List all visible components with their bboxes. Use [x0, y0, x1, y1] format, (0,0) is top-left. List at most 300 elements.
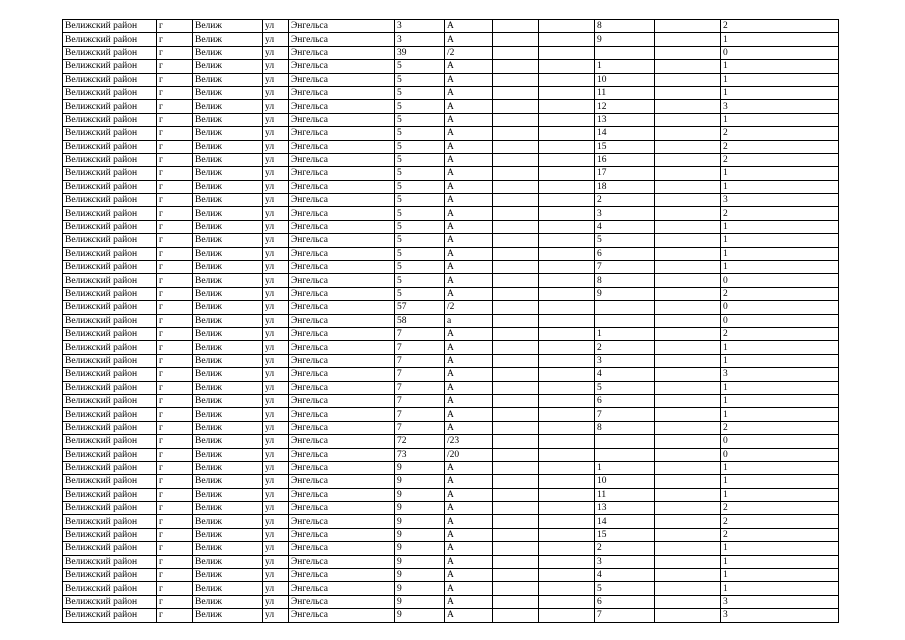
- cell-street-type: ул: [263, 569, 289, 582]
- cell-apartment: 8: [595, 274, 655, 287]
- cell-building: /2: [445, 46, 493, 59]
- cell-street: Энгельса: [289, 381, 395, 394]
- cell-settlement: Велиж: [193, 60, 263, 73]
- cell-district: Велижский район: [63, 60, 157, 73]
- cell-settlement-type: г: [157, 488, 193, 501]
- cell-building: А: [445, 421, 493, 434]
- cell-building: А: [445, 234, 493, 247]
- cell-settlement: Велиж: [193, 153, 263, 166]
- cell-apartment: 5: [595, 234, 655, 247]
- cell-building: А: [445, 33, 493, 46]
- cell-col-h: [493, 301, 539, 314]
- cell-col-k: [655, 60, 721, 73]
- cell-street: Энгельса: [289, 408, 395, 421]
- cell-col-k: [655, 234, 721, 247]
- table-row: [63, 408, 839, 421]
- cell-street-type: ул: [263, 220, 289, 233]
- cell-street-type: ул: [263, 194, 289, 207]
- cell-count: 1: [721, 167, 839, 180]
- cell-apartment: 7: [595, 408, 655, 421]
- cell-street-type: ул: [263, 515, 289, 528]
- cell-col-k: [655, 287, 721, 300]
- cell-street-type: ул: [263, 140, 289, 153]
- cell-col-i: [539, 247, 595, 260]
- cell-col-h: [493, 381, 539, 394]
- cell-building: А: [445, 368, 493, 381]
- spreadsheet-page: [62, 19, 838, 623]
- cell-col-h: [493, 448, 539, 461]
- cell-col-i: [539, 274, 595, 287]
- cell-settlement: Велиж: [193, 207, 263, 220]
- cell-district: Велижский район: [63, 220, 157, 233]
- cell-col-k: [655, 341, 721, 354]
- cell-street-type: ул: [263, 421, 289, 434]
- cell-col-h: [493, 46, 539, 59]
- cell-col-i: [539, 180, 595, 193]
- table-row: [63, 60, 839, 73]
- cell-settlement: Велиж: [193, 515, 263, 528]
- cell-col-k: [655, 435, 721, 448]
- cell-house: 5: [395, 220, 445, 233]
- cell-apartment: [595, 435, 655, 448]
- cell-house: 5: [395, 167, 445, 180]
- cell-house: 9: [395, 515, 445, 528]
- cell-settlement-type: г: [157, 60, 193, 73]
- cell-settlement: Велиж: [193, 461, 263, 474]
- cell-settlement-type: г: [157, 327, 193, 340]
- cell-apartment: 3: [595, 555, 655, 568]
- cell-count: 3: [721, 609, 839, 622]
- cell-apartment: 7: [595, 609, 655, 622]
- cell-building: А: [445, 261, 493, 274]
- cell-street-type: ул: [263, 261, 289, 274]
- cell-apartment: 10: [595, 73, 655, 86]
- cell-col-i: [539, 60, 595, 73]
- table-row: [63, 261, 839, 274]
- cell-street: Энгельса: [289, 301, 395, 314]
- cell-count: 0: [721, 274, 839, 287]
- cell-settlement-type: г: [157, 301, 193, 314]
- cell-col-h: [493, 354, 539, 367]
- cell-col-i: [539, 582, 595, 595]
- cell-count: 1: [721, 381, 839, 394]
- cell-street: Энгельса: [289, 475, 395, 488]
- cell-house: 7: [395, 381, 445, 394]
- table-row: [63, 341, 839, 354]
- cell-count: 1: [721, 261, 839, 274]
- cell-col-h: [493, 314, 539, 327]
- cell-building: А: [445, 394, 493, 407]
- table-row: [63, 421, 839, 434]
- cell-settlement: Велиж: [193, 435, 263, 448]
- address-table: [62, 19, 839, 623]
- cell-count: 1: [721, 354, 839, 367]
- cell-settlement-type: г: [157, 287, 193, 300]
- cell-col-h: [493, 394, 539, 407]
- cell-col-i: [539, 461, 595, 474]
- cell-street-type: ул: [263, 153, 289, 166]
- cell-apartment: 10: [595, 475, 655, 488]
- cell-street: Энгельса: [289, 207, 395, 220]
- cell-apartment: [595, 448, 655, 461]
- cell-col-i: [539, 100, 595, 113]
- cell-settlement: Велиж: [193, 408, 263, 421]
- cell-settlement-type: г: [157, 394, 193, 407]
- cell-col-k: [655, 261, 721, 274]
- cell-col-h: [493, 488, 539, 501]
- cell-street: Энгельса: [289, 435, 395, 448]
- cell-street-type: ул: [263, 327, 289, 340]
- cell-count: 0: [721, 46, 839, 59]
- table-row: [63, 461, 839, 474]
- cell-apartment: 18: [595, 180, 655, 193]
- cell-street: Энгельса: [289, 582, 395, 595]
- cell-col-k: [655, 528, 721, 541]
- cell-district: Велижский район: [63, 261, 157, 274]
- cell-district: Велижский район: [63, 113, 157, 126]
- cell-apartment: 12: [595, 100, 655, 113]
- cell-house: 7: [395, 408, 445, 421]
- cell-building: А: [445, 127, 493, 140]
- cell-apartment: [595, 314, 655, 327]
- cell-building: А: [445, 167, 493, 180]
- cell-col-h: [493, 180, 539, 193]
- cell-col-h: [493, 569, 539, 582]
- cell-apartment: 5: [595, 381, 655, 394]
- cell-settlement-type: г: [157, 461, 193, 474]
- cell-building: А: [445, 488, 493, 501]
- table-row: [63, 220, 839, 233]
- cell-col-k: [655, 100, 721, 113]
- cell-col-h: [493, 20, 539, 33]
- cell-col-i: [539, 327, 595, 340]
- cell-building: А: [445, 86, 493, 99]
- cell-col-i: [539, 555, 595, 568]
- cell-col-h: [493, 542, 539, 555]
- table-row: [63, 569, 839, 582]
- cell-district: Велижский район: [63, 569, 157, 582]
- cell-house: 5: [395, 194, 445, 207]
- cell-building: А: [445, 113, 493, 126]
- cell-col-k: [655, 381, 721, 394]
- table-row: [63, 167, 839, 180]
- cell-street: Энгельса: [289, 153, 395, 166]
- cell-street: Энгельса: [289, 46, 395, 59]
- cell-settlement: Велиж: [193, 234, 263, 247]
- cell-house: 9: [395, 609, 445, 622]
- cell-district: Велижский район: [63, 100, 157, 113]
- cell-district: Велижский район: [63, 247, 157, 260]
- cell-count: 1: [721, 73, 839, 86]
- cell-settlement-type: г: [157, 86, 193, 99]
- cell-count: 1: [721, 569, 839, 582]
- cell-col-k: [655, 33, 721, 46]
- cell-col-i: [539, 502, 595, 515]
- cell-settlement-type: г: [157, 140, 193, 153]
- cell-settlement-type: г: [157, 448, 193, 461]
- cell-col-h: [493, 502, 539, 515]
- cell-col-i: [539, 194, 595, 207]
- cell-settlement: Велиж: [193, 46, 263, 59]
- cell-apartment: 7: [595, 261, 655, 274]
- cell-apartment: 6: [595, 595, 655, 608]
- cell-street: Энгельса: [289, 368, 395, 381]
- table-row: [63, 488, 839, 501]
- cell-col-k: [655, 502, 721, 515]
- cell-settlement: Велиж: [193, 368, 263, 381]
- cell-col-k: [655, 113, 721, 126]
- cell-street: Энгельса: [289, 73, 395, 86]
- cell-apartment: 3: [595, 354, 655, 367]
- cell-street: Энгельса: [289, 100, 395, 113]
- cell-building: А: [445, 207, 493, 220]
- cell-col-h: [493, 287, 539, 300]
- cell-settlement-type: г: [157, 20, 193, 33]
- cell-street-type: ул: [263, 247, 289, 260]
- cell-apartment: 16: [595, 153, 655, 166]
- cell-count: 2: [721, 127, 839, 140]
- cell-building: А: [445, 287, 493, 300]
- cell-district: Велижский район: [63, 301, 157, 314]
- cell-street: Энгельса: [289, 595, 395, 608]
- cell-house: 7: [395, 341, 445, 354]
- cell-count: 1: [721, 488, 839, 501]
- cell-house: 5: [395, 207, 445, 220]
- cell-col-i: [539, 301, 595, 314]
- cell-settlement: Велиж: [193, 488, 263, 501]
- cell-district: Велижский район: [63, 354, 157, 367]
- cell-street-type: ул: [263, 435, 289, 448]
- cell-street: Энгельса: [289, 394, 395, 407]
- cell-building: А: [445, 274, 493, 287]
- cell-street-type: ул: [263, 60, 289, 73]
- cell-apartment: 9: [595, 287, 655, 300]
- cell-street-type: ул: [263, 582, 289, 595]
- cell-house: 5: [395, 261, 445, 274]
- cell-house: 7: [395, 394, 445, 407]
- cell-settlement: Велиж: [193, 100, 263, 113]
- cell-col-k: [655, 394, 721, 407]
- cell-settlement-type: г: [157, 73, 193, 86]
- cell-street-type: ул: [263, 33, 289, 46]
- cell-col-h: [493, 408, 539, 421]
- cell-settlement-type: г: [157, 408, 193, 421]
- cell-col-i: [539, 528, 595, 541]
- cell-street-type: ул: [263, 609, 289, 622]
- cell-col-h: [493, 421, 539, 434]
- cell-settlement: Велиж: [193, 354, 263, 367]
- cell-settlement-type: г: [157, 274, 193, 287]
- cell-street-type: ул: [263, 234, 289, 247]
- cell-district: Велижский район: [63, 153, 157, 166]
- cell-building: А: [445, 502, 493, 515]
- cell-col-h: [493, 73, 539, 86]
- table-row: [63, 207, 839, 220]
- cell-street-type: ул: [263, 180, 289, 193]
- cell-district: Велижский район: [63, 234, 157, 247]
- cell-settlement: Велиж: [193, 140, 263, 153]
- cell-settlement: Велиж: [193, 86, 263, 99]
- cell-apartment: 4: [595, 569, 655, 582]
- table-row: [63, 113, 839, 126]
- cell-house: 5: [395, 60, 445, 73]
- cell-count: 2: [721, 515, 839, 528]
- cell-count: 2: [721, 207, 839, 220]
- cell-col-h: [493, 461, 539, 474]
- cell-settlement: Велиж: [193, 220, 263, 233]
- cell-building: А: [445, 582, 493, 595]
- cell-count: 1: [721, 180, 839, 193]
- cell-apartment: 6: [595, 247, 655, 260]
- cell-count: 1: [721, 542, 839, 555]
- cell-col-i: [539, 394, 595, 407]
- cell-settlement: Велиж: [193, 555, 263, 568]
- cell-street-type: ул: [263, 167, 289, 180]
- cell-settlement-type: г: [157, 569, 193, 582]
- cell-col-k: [655, 220, 721, 233]
- cell-settlement-type: г: [157, 582, 193, 595]
- cell-count: 3: [721, 595, 839, 608]
- cell-settlement: Велиж: [193, 180, 263, 193]
- cell-building: А: [445, 73, 493, 86]
- table-row: [63, 595, 839, 608]
- cell-settlement-type: г: [157, 100, 193, 113]
- cell-street: Энгельса: [289, 234, 395, 247]
- cell-house: 9: [395, 475, 445, 488]
- cell-street-type: ул: [263, 448, 289, 461]
- cell-settlement-type: г: [157, 555, 193, 568]
- cell-street: Энгельса: [289, 448, 395, 461]
- cell-apartment: 1: [595, 60, 655, 73]
- cell-col-k: [655, 448, 721, 461]
- cell-district: Велижский район: [63, 408, 157, 421]
- cell-settlement: Велиж: [193, 20, 263, 33]
- table-row: [63, 180, 839, 193]
- cell-building: А: [445, 381, 493, 394]
- cell-house: 5: [395, 180, 445, 193]
- cell-district: Велижский район: [63, 314, 157, 327]
- cell-district: Велижский район: [63, 194, 157, 207]
- cell-street-type: ул: [263, 368, 289, 381]
- cell-col-k: [655, 569, 721, 582]
- cell-col-h: [493, 435, 539, 448]
- cell-building: А: [445, 475, 493, 488]
- cell-col-h: [493, 475, 539, 488]
- cell-col-k: [655, 609, 721, 622]
- cell-settlement-type: г: [157, 421, 193, 434]
- cell-apartment: 14: [595, 127, 655, 140]
- cell-district: Велижский район: [63, 274, 157, 287]
- table-row: [63, 368, 839, 381]
- table-row: [63, 194, 839, 207]
- cell-settlement-type: г: [157, 46, 193, 59]
- cell-col-h: [493, 368, 539, 381]
- cell-district: Велижский район: [63, 180, 157, 193]
- cell-street: Энгельса: [289, 113, 395, 126]
- cell-street: Энгельса: [289, 86, 395, 99]
- cell-settlement: Велиж: [193, 394, 263, 407]
- cell-col-h: [493, 220, 539, 233]
- cell-district: Велижский район: [63, 368, 157, 381]
- cell-building: А: [445, 408, 493, 421]
- cell-building: А: [445, 247, 493, 260]
- cell-col-h: [493, 100, 539, 113]
- cell-district: Велижский район: [63, 488, 157, 501]
- cell-street: Энгельса: [289, 354, 395, 367]
- cell-col-i: [539, 234, 595, 247]
- cell-col-k: [655, 167, 721, 180]
- table-row: [63, 582, 839, 595]
- cell-settlement-type: г: [157, 167, 193, 180]
- cell-col-h: [493, 33, 539, 46]
- cell-street: Энгельса: [289, 569, 395, 582]
- cell-count: 2: [721, 153, 839, 166]
- cell-house: 3: [395, 20, 445, 33]
- table-row: [63, 100, 839, 113]
- cell-district: Велижский район: [63, 609, 157, 622]
- table-row: [63, 140, 839, 153]
- cell-district: Велижский район: [63, 341, 157, 354]
- cell-settlement: Велиж: [193, 448, 263, 461]
- cell-col-h: [493, 86, 539, 99]
- cell-col-h: [493, 528, 539, 541]
- cell-building: А: [445, 341, 493, 354]
- cell-street-type: ул: [263, 461, 289, 474]
- cell-col-i: [539, 341, 595, 354]
- cell-district: Велижский район: [63, 394, 157, 407]
- cell-col-k: [655, 207, 721, 220]
- cell-count: 1: [721, 582, 839, 595]
- table-row: [63, 127, 839, 140]
- cell-col-k: [655, 542, 721, 555]
- cell-count: 0: [721, 435, 839, 448]
- cell-street-type: ул: [263, 394, 289, 407]
- cell-street-type: ул: [263, 20, 289, 33]
- cell-count: 2: [721, 502, 839, 515]
- cell-col-h: [493, 341, 539, 354]
- cell-house: 58: [395, 314, 445, 327]
- cell-apartment: 17: [595, 167, 655, 180]
- cell-col-k: [655, 247, 721, 260]
- cell-district: Велижский район: [63, 528, 157, 541]
- cell-col-h: [493, 274, 539, 287]
- cell-district: Велижский район: [63, 381, 157, 394]
- cell-apartment: 5: [595, 582, 655, 595]
- cell-house: 9: [395, 502, 445, 515]
- table-body: [63, 20, 839, 623]
- cell-apartment: [595, 301, 655, 314]
- cell-settlement: Велиж: [193, 33, 263, 46]
- cell-count: 3: [721, 100, 839, 113]
- cell-house: 5: [395, 247, 445, 260]
- cell-col-k: [655, 140, 721, 153]
- cell-col-i: [539, 354, 595, 367]
- table-row: [63, 354, 839, 367]
- table-row: [63, 247, 839, 260]
- cell-street: Энгельса: [289, 20, 395, 33]
- cell-street-type: ул: [263, 127, 289, 140]
- cell-col-i: [539, 127, 595, 140]
- cell-apartment: 13: [595, 502, 655, 515]
- cell-count: 2: [721, 528, 839, 541]
- cell-count: 1: [721, 60, 839, 73]
- table-row: [63, 542, 839, 555]
- cell-street: Энгельса: [289, 287, 395, 300]
- cell-building: А: [445, 220, 493, 233]
- cell-settlement-type: г: [157, 341, 193, 354]
- cell-count: 2: [721, 20, 839, 33]
- cell-apartment: 8: [595, 20, 655, 33]
